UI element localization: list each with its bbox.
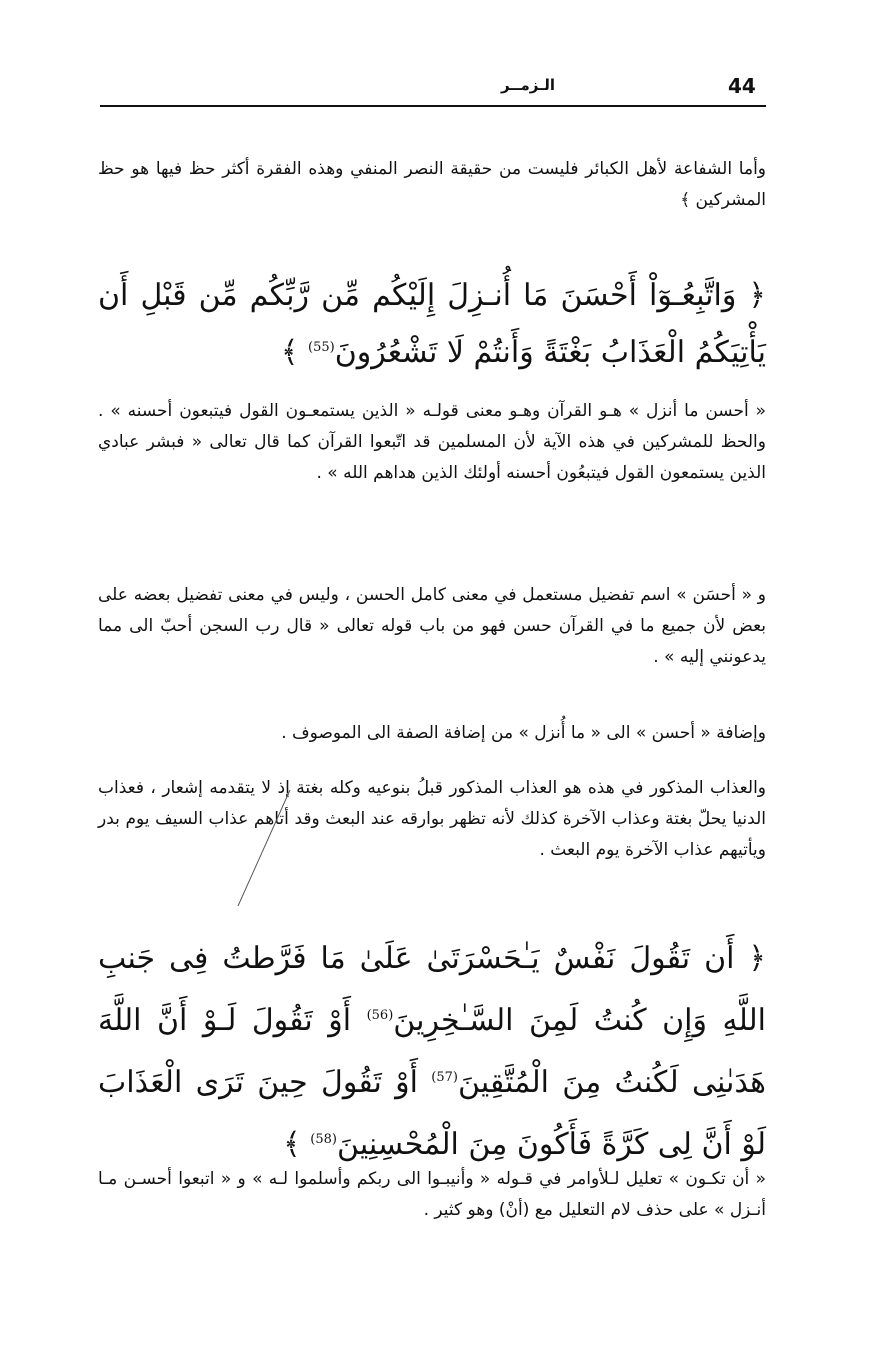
header-rule [100,105,766,107]
verse-text: ﴿ أَن تَقُولَ نَفْسٌ يَـٰحَسْرَتَىٰ عَلَىٰ مَا فَرَّطتُ فِى جَنبِ اللَّهِ وَإِن كُنتُ لَمِنَ السَّـٰخِرِينَ [98,941,766,1038]
page-number: 44 [728,74,756,98]
paragraph-intro: وأما الشفاعة لأهل الكبائر فليست من حقيقة النصر المنفي وهذه الفقرة أكثر حظ فيها هو حظ المشركين ﴾ [98,159,766,210]
verse-text: ﴿ وَاتَّبِعُـوٓاْ أَحْسَنَ مَا أُنـزِلَ إِلَيْكُم مِّن رَّبِّكُم مِّن قَبْلِ أَن يَأْتِيَكُمُ الْعَذَابُ بَغْتَةً وَأَنتُمْ لَا تَشْعُرُونَ [98,278,766,370]
page-header [100,72,766,108]
pencil-mark [232,788,292,908]
verse-text: أَوْ تَقُولَ لَـوْ أَنَّ اللَّهَ هَدَىٰنِى لَكُنتُ مِنَ الْمُتَّقِينَ [98,1003,766,1100]
verse-number: (56) [366,1008,394,1023]
quran-verses-56-58 [98,930,766,1173]
verse-text: أَوْ تَقُولَ حِينَ تَرَى الْعَذَابَ لَوْ أَنَّ لِى كَرَّةً فَأَكُونَ مِنَ الْمُحْسِنِينَ [98,1065,766,1162]
verse-end-bracket: ﴾ [280,335,299,370]
verse-number: (55) [308,340,335,355]
verse-number: (57) [431,1070,458,1085]
quran-verse-55 [98,270,766,379]
verse-number: (58) [310,1132,337,1147]
paragraph-commentary-ahsan: « أحسن ما أنزل » هـو القرآن وهـو معنى قولـه « الذين يستمعـون القول فيتبعون أحسنه » . والحظ للمشركين في هذه الآية لأن المسلمين قد اتّبعوا القرآن كما قال تعالى « فبشر عبادي الذين يستمعون القول فيتبعُون أحسنه أولئك الذين هداهم الله » . [98,401,766,483]
paragraph-adhab: والعذاب المذكور في هذه هو العذاب المذكور قبلُ بنوعيه وكله بغتة إذ لا يتقدمه إشعار ، فعذاب الدنيا يحلّ بغتة وعذاب الآخرة كذلك لأنه تظهر بوارقه عند البعث وقد أتاهم عذاب السيف يوم بدر ويأتيهم عذاب الآخرة يوم البعث . [98,778,766,860]
verse-end-bracket: ﴾ [283,1127,301,1162]
paragraph-tafdil: و « أحسَن » اسم تفضيل مستعمل في معنى كامل الحسن ، وليس في معنى تفضيل بعضه على بعض لأن جميع ما في القرآن حسن فهو من باب قوله تعالى « قال رب السجن أحبّ الى مما يدعونني إليه » . [98,585,766,667]
running-title: الـزمــر [500,76,556,94]
paragraph-idafa: وإضافة « أحسن » الى « ما أُنزل » من إضافة الصفة الى الموصوف . [281,723,766,743]
paragraph-an-takuna: « أن تكـون » تعليل لـلأوامر في قـوله « وأنيبـوا الى ربكم وأسلموا لـه » و « اتبعوا أحسـن مـا أنـزل » على حذف لام التعليل مع (أنْ) وهو كثير . [98,1169,766,1220]
